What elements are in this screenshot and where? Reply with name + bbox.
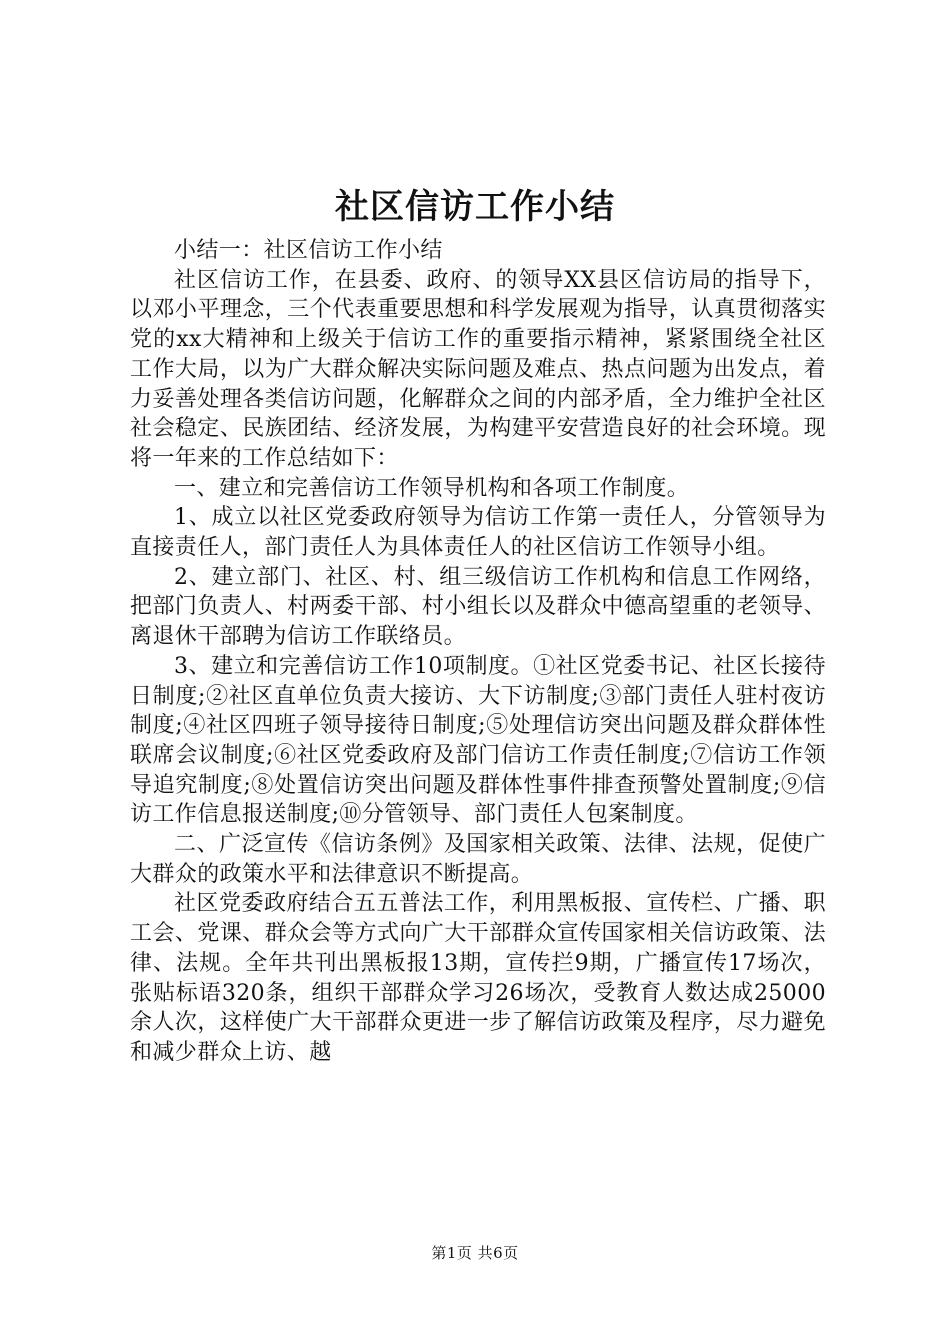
paragraph-item-2: 2、建立部门、社区、村、组三级信访工作机构和信息工作网络，把部门负责人、村两委干部、村小组长以及群众中德高望重的老领导、离退休干部聘为信访工作联络员。 xyxy=(130,564,826,650)
paragraph-publicity: 社区党委政府结合五五普法工作，利用黑板报、宣传栏、广播、职工会、党课、群众会等方式向广大干部群众宣传国家相关信访政策、法律、法规。全年共刊出黑板报13期，宣传拦9期，广播宣传17场次，张贴标语320条，组织干部群众学习26场次，受教育人数达成25000余人次，这样使广大干部群众更进一步了解信访政策及程序，尽力避免和减少群众上访、越 xyxy=(130,891,826,1065)
document-body xyxy=(130,236,826,1068)
document-title: 社区信访工作小结 xyxy=(335,187,615,227)
paragraph-section-heading-2: 二、广泛宣传《信访条例》及国家相关政策、法律、法规，促使广大群众的政策水平和法律意识不断提高。 xyxy=(130,832,826,887)
paragraph-item-1: 1、成立以社区党委政府领导为信访工作第一责任人，分管领导为直接责任人，部门责任人为具体责任人的社区信访工作领导小组。 xyxy=(130,505,826,561)
paragraph-section-heading-1: 一、建立和完善信访工作领导机构和各项工作制度。 xyxy=(174,475,690,501)
page-footer: 第1页 共6页 xyxy=(431,1244,519,1262)
paragraph-item-3: 3、建立和完善信访工作10项制度。①社区党委书记、社区长接待日制度;②社区直单位负责大接访、大下访制度;③部门责任人驻村夜访制度;④社区四班子领导接待日制度;⑤处理信访突出问题及群众群体性联席会议制度;⑥社区党委政府及部门信访工作责任制度;⑦信访工作领导追究制度;⑧处置信访突出问题及群体性事件排查预警处置制度;⑨信访工作信息报送制度;⑩分管领导、部门责任人包案制度。 xyxy=(130,653,826,828)
paragraph-intro: 社区信访工作，在县委、政府、的领导XX县区信访局的指导下，以邓小平理念，三个代表重要思想和科学发展观为指导，认真贯彻落实党的xx大精神和上级关于信访工作的重要指示精神，紧紧围绕全社区工作大局，以为广大群众解决实际问题及难点、热点问题为出发点，着力妥善处理各类信访问题，化解群众之间的内部矛盾，全力维护全社区社会稳定、民族团结、经济发展，为构建平安营造良好的社会环境。现将一年来的工作总结如下： xyxy=(130,267,826,471)
paragraph-subtitle: 小结一：社区信访工作小结 xyxy=(174,238,443,263)
